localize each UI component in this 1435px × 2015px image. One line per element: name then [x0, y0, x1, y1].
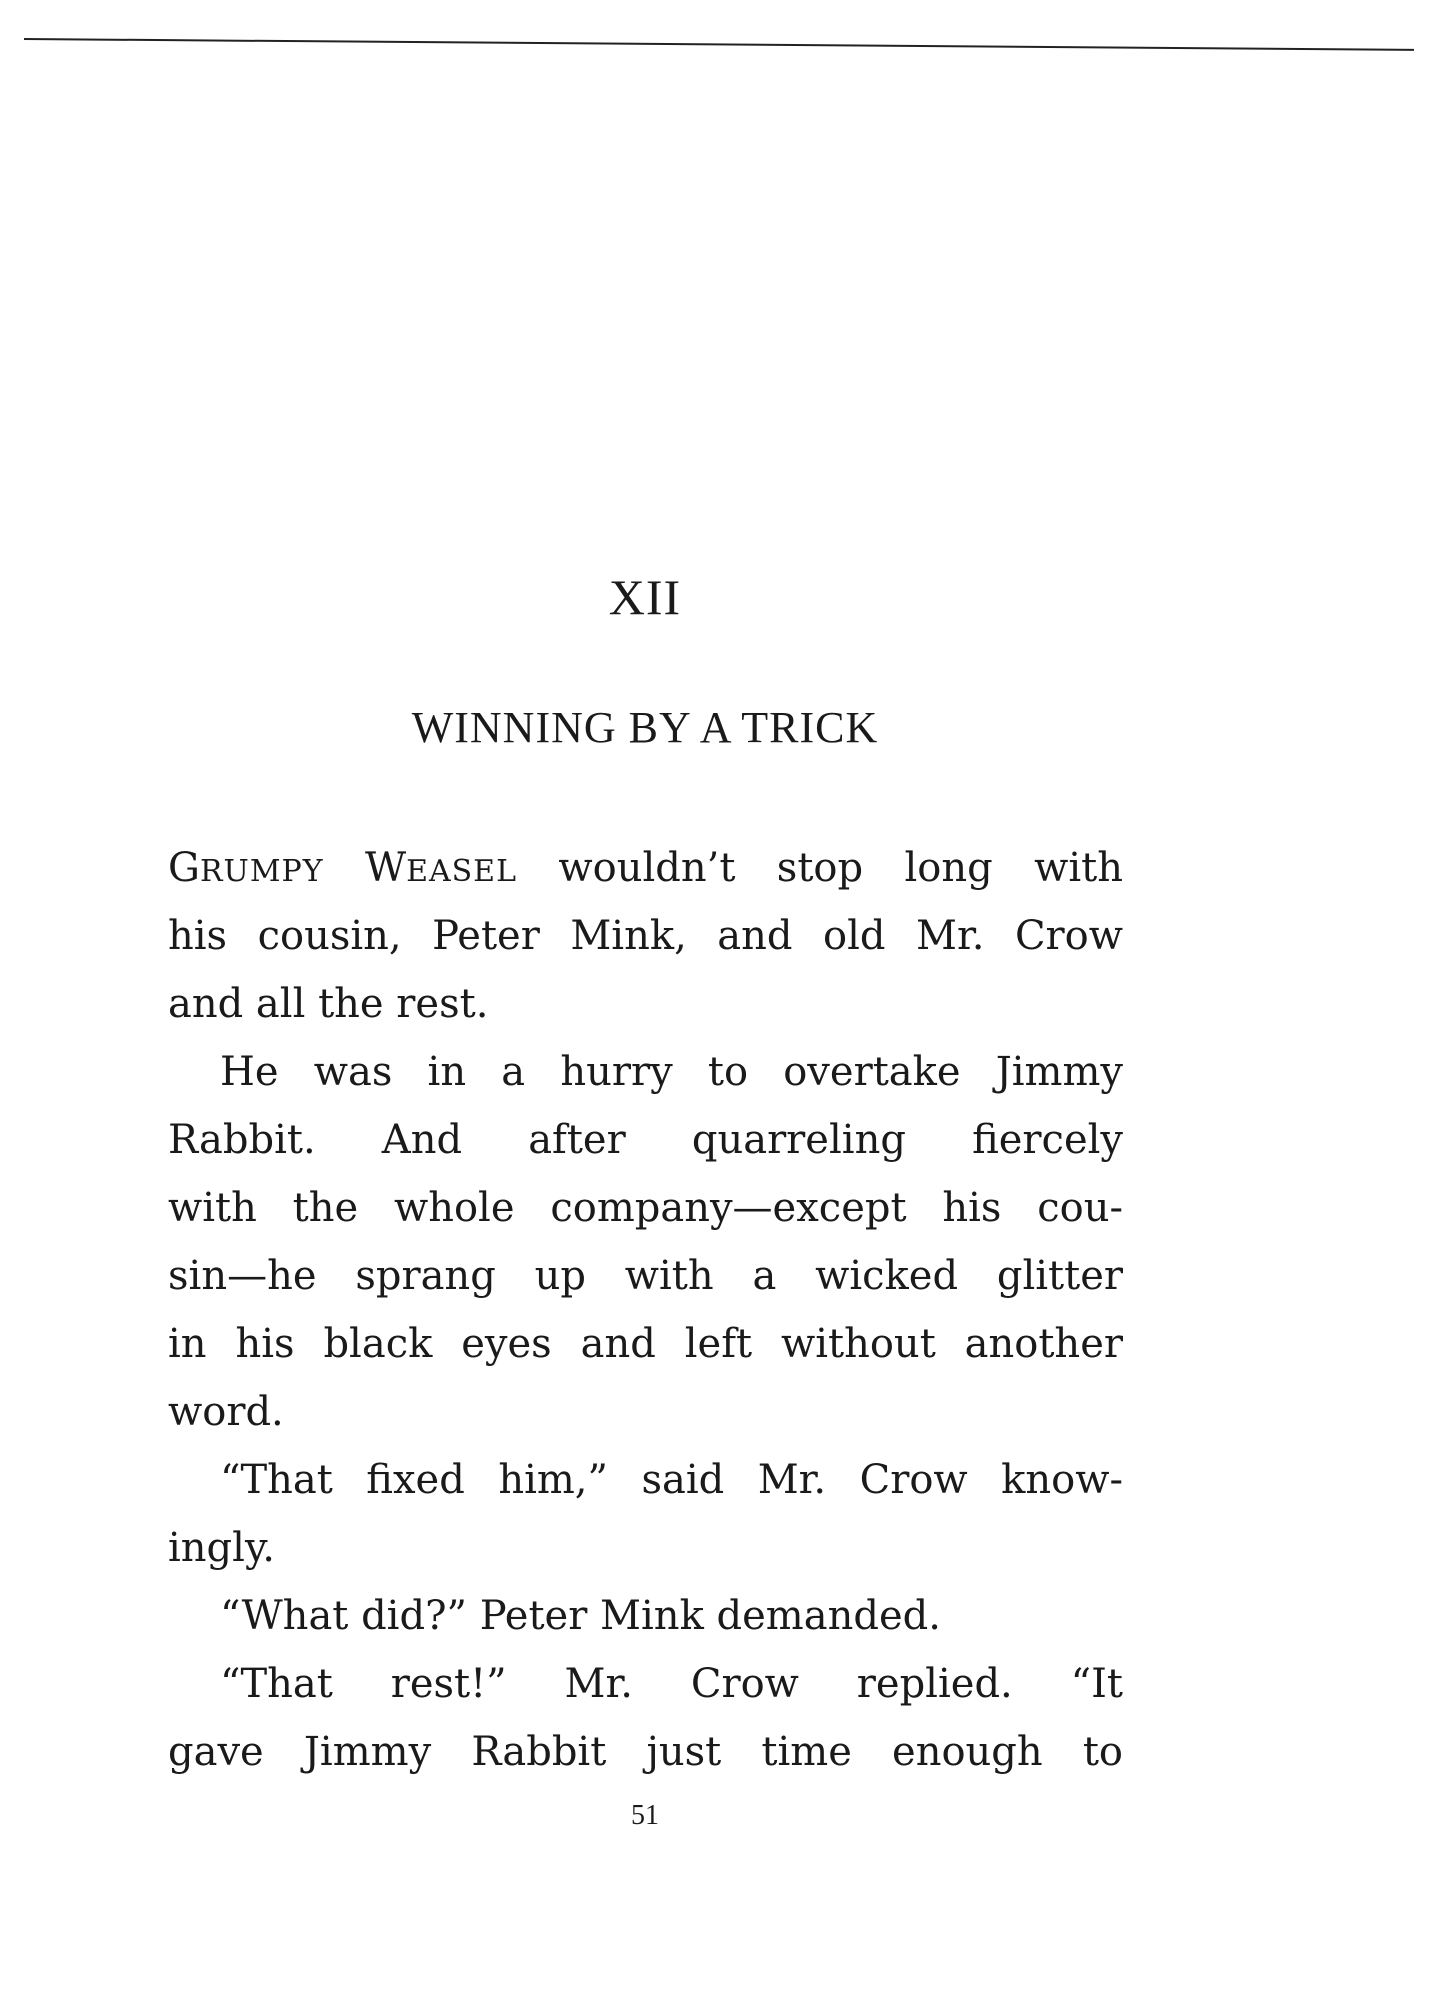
text-line: word.: [168, 1389, 284, 1435]
text-line: “What did?” Peter Mink demanded.: [220, 1593, 941, 1639]
paragraph-4: [168, 1582, 1123, 1650]
smallcaps-name: [168, 845, 517, 891]
text-line: his cousin, Peter Mink, and old Mr. Crow: [168, 913, 1123, 959]
text-line: sin—he sprang up with a wicked glitter: [168, 1253, 1123, 1299]
paragraph-3: [168, 1446, 1123, 1582]
name-initial: G: [168, 845, 200, 891]
page-number: 51: [631, 1800, 659, 1831]
chapter-title: WINNING BY A TRICK: [411, 703, 879, 752]
name-smallcaps: EASEL: [406, 854, 517, 889]
text-line: gave Jimmy Rabbit just time enough to: [168, 1729, 1123, 1775]
paragraph-2: [168, 1038, 1123, 1446]
name-smallcaps: RUMPY: [199, 854, 324, 889]
text-line: ingly.: [168, 1525, 275, 1571]
text-line: and all the rest.: [168, 981, 489, 1027]
text-line: “That fixed him,” said Mr. Crow know-: [220, 1457, 1123, 1503]
text-line: He was in a hurry to overtake Jimmy: [220, 1049, 1123, 1095]
paragraph-5: [168, 1650, 1123, 1786]
text-line: [168, 834, 1123, 902]
text-fragment: wouldn’t stop long with: [517, 845, 1123, 891]
name-initial: W: [364, 845, 407, 891]
text-line: “That rest!” Mr. Crow replied. “It: [220, 1661, 1123, 1707]
text-line: with the whole company—except his cou-: [168, 1185, 1123, 1231]
paragraph-1: [168, 834, 1123, 1038]
text-line: in his black eyes and left without another: [168, 1321, 1123, 1367]
chapter-number: XII: [608, 569, 682, 625]
body-text: [168, 834, 1123, 1786]
top-rule: [24, 38, 1414, 51]
text-line: Rabbit. And after quarreling fiercely: [168, 1117, 1123, 1163]
